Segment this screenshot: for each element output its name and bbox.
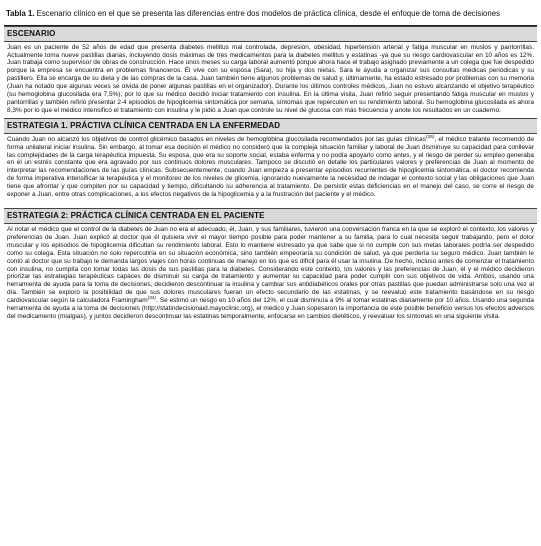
section-body-estrategia-2 [4,224,537,324]
caption-text: Escenario clínico en el que se presenta las diferencias entre dos modelos de práctica clínica, desde el enfoque de toma de decisiones [36,9,500,18]
clinical-scenario-table [4,25,537,324]
table-caption [4,4,537,19]
body-text: . Se estimó un riesgo en 10 años del 12%, el cual disminuía a 9% al tomar estatinas diariamente por 10 años. Usando una segunda herramienta de ayuda a la toma de decisiones (http://statindecisionaid.mayoclinic.org), el médico y Juan sopesaron la importancia de este posible beneficio versus los efectos adversos del medicamento (mialgias), y juntos decidieron descontinuar las estatinas temporalmente, enfocarse en cambios dietéticos, y reevaluar los síntomas en una siguiente visita. [7,297,534,320]
section-header-estrategia-1: ESTRATEGIA 1. PRÁCTIVA CLÍNICA CENTRADA EN LA ENFERMEDAD [4,118,537,134]
body-text: Al notar el médico que el control de la diabetes de Juan no era el adecuado, él, Juan, y sus familiares, tuvieron una conversación franca en la que se exploró el contexto, los valores y preferencias de Juan. Juan explicó al doctor que él quisiera vivir el mayor tiempo posible para poder mantener a su familia, para lo cual necesita seguir trabajando, pero el dolor muscular y los episodios de hipoglicemia dificultan su rendimiento laboral. Esto lo mantiene estresado ya que sabe que si no cumple con sus metas laborales podría ser despedido como su colega. Esta situación no solo repercutiría en su situación económica, sino también empeoraría su condición de salud, ya que perdería su seguro médico. Juan también le contó al doctor que su trabajo le demanda largos viajes con horas continuas de manejo en los que es difícil para él usar la insulina. De hecho, incluso antes de comenzar el tratamiento con insulina, no cumplía con tomar todas las dosis de sus pastillas para la diabetes. Considerando este contexto, los valores y las preferencias de Juan, él y el médico decidieron priorizar las estrategias terapéuticas capaces de disminuir su carga de tratamiento y aumentar su capacidad para poder cumplir con sus objetivos de vida. Ambos, usando una herramienta de ayuda para la toma de decisiones, decidieron descontinuar la insulina y cambiar sus antidiabéticos orales por otras pastillas que puedan administrarse solo una vez al día. También se exploró la posibilidad de que sus dolores musculares fueran un efecto secundario de las estatinas, y se reevaluó este tratamiento basándose en su riesgo cardiovascular según la calculadora Framingham [7,226,534,305]
citation-superscript: (26) [425,134,435,140]
section-body-estrategia-1 [4,134,537,202]
caption-label: Tabla 1. [6,9,35,18]
section-body-escenario: Juan es un paciente de 52 años de edad que presenta diabetes mellitus mal controlada, depresión, obesidad, hipertensión arterial y fatiga muscular en muslos y pantorrillas. Actualmente toma nueve pastillas diarias, incluyendo dosis máximas de tres medicamentos para la diabetes mellitus y estatinas -ya que su riesgo cardiovascular en 10 años es 12%. Juan trabaja como supervisor de obras de construcción. Hace unos meses su carga laboral aumentó porque ahora hace el trabajo asignado previamente a un colega que fue despedido porque la empresa se encuentra en problemas financieros. Él vive con su esposa (Sara), su hija y dos nietas. Sara le ayuda a organizar sus consultas médicas periódicas y su pastillero. Ella se encarga de su dieta y de las compras de la casa. Juan también tiene algunos problemas de salud y, últimamente, ha estado estresado por problemas con su memoria (Juan ha notado que algunas veces se olvida de poner algunas pastillas en el organizador). Durante los últimos controles médicos, Juan no estuvo alcanzando el objetivo terapéutico (su hemoglobina glucosilada era 7,5%), por lo que su médico decidió iniciar tratamiento con insulina. En la última visita, Juan refirió seguir presentando fatiga muscular en muslos y pantorrillas y también refirió presentar 2-4 episodios de hipoglicemia sintomática por semana, síntomas que repercuten en su rendimiento laboral. Su hemoglobina glucosilada es ahora 8,3% por lo que el médico intensificó el tratamiento con insulina y le pidió a Juan que controle su nivel de glucosa con más frecuencia y anote los resultados en un cuaderno. [7,43,534,114]
body-text: Cuando Juan no alcanzó los objetivos de control glicémico basados en niveles de hemoglobina glucosilada recomendados por las guías clínicas [7,135,426,143]
section-header-escenario: ESCENARIO [4,26,537,42]
body-text: , el médico tratante recomendó de forma unilateral iniciar insulina. Sin embargo, al tomar esa decisión el médico no consideró que la compleja situación familiar y laboral de Juan disminuye su capacidad para conllevar las complejidades de la carga terapéutica impuesta. Su esposa, que era su soporte social, estaba enferma y no podía apoyarlo como antes, y el riesgo de perder su empleo generaba en él un estrés constante que era agravado por sus continuos dolores musculares. Tampoco se discutió en detalle los particulares valores y preferencias de Juan al momento de interpretar las recomendaciones de las guías clínicas. Subsecuentemente, cuando Juan empieza a presentar episodios recurrentes de hipoglicemia sintomática, el doctor recomienda de forma imperativa intensificar la terapéutica y el monitoreo de los niveles de glicemia, ignorando nuevamente la necesidad de indagar el contexto social y las obligaciones que Juan tiene que afrontar y que compiten por su capacidad y tiempo, dificultando su adherencia al tratamiento. De persistir estas deficiencias en el manejo del caso, se corre el riesgo de exponer a Juan, entre otras complicaciones, a los efectos negativos de la hipoglicemia y a la frustración del paciente y el médico. [7,135,534,199]
citation-superscript: (34) [147,296,157,302]
section-header-estrategia-2: ESTRATEGIA 2: PRÁCTICA CLÍNICA CENTRADA EN EL PACIENTE [4,208,537,224]
